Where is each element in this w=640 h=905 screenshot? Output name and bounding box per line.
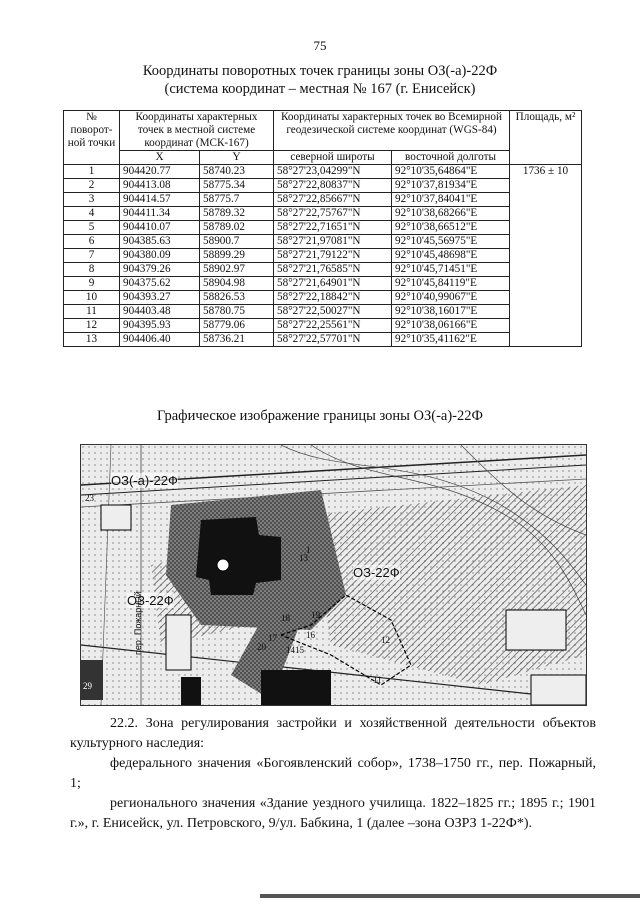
map-point-13: 13 <box>299 553 308 563</box>
map-point-16: 16 <box>306 630 315 640</box>
longitude-cell: 92°10'38,66512"E <box>392 221 510 235</box>
header-x: X <box>120 151 200 165</box>
point-number-cell: 10 <box>64 291 120 305</box>
header-y: Y <box>200 151 274 165</box>
longitude-cell: 92°10'35,41162"E <box>392 333 510 347</box>
map-point-15: 15 <box>295 645 304 655</box>
y-cell: 58902.97 <box>200 263 274 277</box>
table-row <box>64 179 582 193</box>
longitude-cell: 92°10'45,48698"E <box>392 249 510 263</box>
header-point-number: № поворот- ной точки <box>64 111 120 165</box>
latitude-cell: 58°27'22,75767"N <box>274 207 392 221</box>
longitude-cell: 92°10'38,06166"E <box>392 319 510 333</box>
table-header-row <box>64 111 582 151</box>
point-number-cell: 2 <box>64 179 120 193</box>
map-point-19: 19 <box>311 610 320 620</box>
point-number-cell: 9 <box>64 277 120 291</box>
header-area: Площадь, м² <box>510 111 582 165</box>
map-point-11: 11 <box>373 675 382 685</box>
page-subtitle: (система координат – местная № 167 (г. Енисейск) <box>164 81 476 97</box>
page-number: 75 <box>313 38 327 53</box>
y-cell: 58736.21 <box>200 333 274 347</box>
latitude-cell: 58°27'22,80837"N <box>274 179 392 193</box>
paragraph-regional <box>70 794 596 834</box>
x-cell: 904413.08 <box>120 179 200 193</box>
x-cell: 904380.09 <box>120 249 200 263</box>
latitude-cell: 58°27'21,76585"N <box>274 263 392 277</box>
latitude-cell: 58°27'21,64901"N <box>274 277 392 291</box>
paragraph-federal-text: федерального значения «Богоявленский собор», 1738–1750 гг., пер. Пожарный, 1; <box>70 756 596 791</box>
y-cell: 58775.7 <box>200 193 274 207</box>
paragraph-22-2-text: 22.2. Зона регулирования застройки и хозяйственной деятельности объектов культурного наследия: <box>70 716 596 751</box>
x-cell: 904385.63 <box>120 235 200 249</box>
longitude-cell: 92°10'37,84041"E <box>392 193 510 207</box>
longitude-cell: 92°10'40,99067"E <box>392 291 510 305</box>
paragraph-federal <box>70 754 596 794</box>
longitude-cell: 92°10'45,56975"E <box>392 235 510 249</box>
latitude-cell: 58°27'21,79122"N <box>274 249 392 263</box>
y-cell: 58900.7 <box>200 235 274 249</box>
page-title: Координаты поворотных точек границы зоны ОЗ(-а)-22Ф <box>142 63 498 79</box>
map-number-23: 23 <box>85 493 94 503</box>
point-number-cell: 8 <box>64 263 120 277</box>
page-bottom-rule <box>260 894 640 898</box>
longitude-cell: 92°10'45,71451"E <box>392 263 510 277</box>
map-street-label: пер. Пожарный <box>133 591 143 655</box>
map-point-1: 1 <box>306 545 311 555</box>
x-cell: 904406.40 <box>120 333 200 347</box>
map-point-20: 20 <box>257 642 266 652</box>
table-subheader-row <box>64 151 582 165</box>
table-row <box>64 193 582 207</box>
point-number-cell: 12 <box>64 319 120 333</box>
x-cell: 904403.48 <box>120 305 200 319</box>
latitude-cell: 58°27'22,25561"N <box>274 319 392 333</box>
point-number-cell: 5 <box>64 221 120 235</box>
point-number-cell: 13 <box>64 333 120 347</box>
map-point-18: 18 <box>281 613 290 623</box>
table-row <box>64 207 582 221</box>
table-row <box>64 249 582 263</box>
latitude-cell: 58°27'22,50027"N <box>274 305 392 319</box>
table-row <box>64 333 582 347</box>
latitude-cell: 58°27'22,71651"N <box>274 221 392 235</box>
map-label-oz-left: ОЗ-22Ф <box>127 593 174 608</box>
x-cell: 904411.34 <box>120 207 200 221</box>
header-wgs-coords: Координаты характерных точек во Всемирной геодезической системе координат (WGS-84) <box>274 111 510 151</box>
x-cell: 904379.26 <box>120 263 200 277</box>
longitude-cell: 92°10'37,81934"E <box>392 179 510 193</box>
longitude-cell: 92°10'45,84119"E <box>392 277 510 291</box>
table-body <box>64 165 582 347</box>
y-cell: 58789.32 <box>200 207 274 221</box>
x-cell: 904395.93 <box>120 319 200 333</box>
header-lon: восточной долготы <box>392 151 510 165</box>
coordinates-table <box>63 110 582 347</box>
latitude-cell: 58°27'21,97081"N <box>274 235 392 249</box>
y-cell: 58904.98 <box>200 277 274 291</box>
latitude-cell: 58°27'22,18842"N <box>274 291 392 305</box>
y-cell: 58779.06 <box>200 319 274 333</box>
point-number-cell: 11 <box>64 305 120 319</box>
table-row <box>64 277 582 291</box>
y-cell: 58899.29 <box>200 249 274 263</box>
point-number-cell: 6 <box>64 235 120 249</box>
x-cell: 904393.27 <box>120 291 200 305</box>
map-label-oz-right: ОЗ-22Ф <box>353 565 400 580</box>
graphic-title: Графическое изображение границы зоны ОЗ(-а)-22Ф <box>157 408 483 424</box>
x-cell: 904414.57 <box>120 193 200 207</box>
header-lat: северной широты <box>274 151 392 165</box>
table-row <box>64 263 582 277</box>
header-local-coords: Координаты характерных точек в местной системе координат (МСК-167) <box>120 111 274 151</box>
point-number-cell: 4 <box>64 207 120 221</box>
table-row <box>64 291 582 305</box>
latitude-cell: 58°27'22,57701"N <box>274 333 392 347</box>
map-point-12: 12 <box>381 635 390 645</box>
y-cell: 58780.75 <box>200 305 274 319</box>
longitude-cell: 92°10'38,16017"E <box>392 305 510 319</box>
latitude-cell: 58°27'22,85667"N <box>274 193 392 207</box>
point-number-cell: 1 <box>64 165 120 179</box>
y-cell: 58775.34 <box>200 179 274 193</box>
longitude-cell: 92°10'35,64864"E <box>392 165 510 179</box>
paragraph-regional-text: регионального значения «Здание уездного училища. 1822–1825 гг.; 1895 г.; 1901 г.», г. Енисейск, ул. Петровского, 9/ул. Бабкина, 1 (далее –зона ОЗРЗ 1-22Ф*). <box>70 796 596 831</box>
paragraph-22-2 <box>70 714 596 754</box>
map-number-29: 29 <box>83 681 92 691</box>
table-row <box>64 221 582 235</box>
area-cell: 1736 ± 10 <box>510 165 582 347</box>
x-cell: 904410.07 <box>120 221 200 235</box>
table-row <box>64 235 582 249</box>
map-point-17: 17 <box>268 633 277 643</box>
point-number-cell: 3 <box>64 193 120 207</box>
longitude-cell: 92°10'38,68266"E <box>392 207 510 221</box>
table-row <box>64 165 582 179</box>
y-cell: 58826.53 <box>200 291 274 305</box>
x-cell: 904420.77 <box>120 165 200 179</box>
x-cell: 904375.62 <box>120 277 200 291</box>
map-point-14: 14 <box>286 645 295 655</box>
y-cell: 58789.02 <box>200 221 274 235</box>
y-cell: 58740.23 <box>200 165 274 179</box>
zone-map <box>80 444 587 706</box>
point-number-cell: 7 <box>64 249 120 263</box>
table-row <box>64 319 582 333</box>
map-label-oz-a: ОЗ(-а)-22Ф <box>111 473 178 488</box>
latitude-cell: 58°27'23,04299"N <box>274 165 392 179</box>
table-row <box>64 305 582 319</box>
